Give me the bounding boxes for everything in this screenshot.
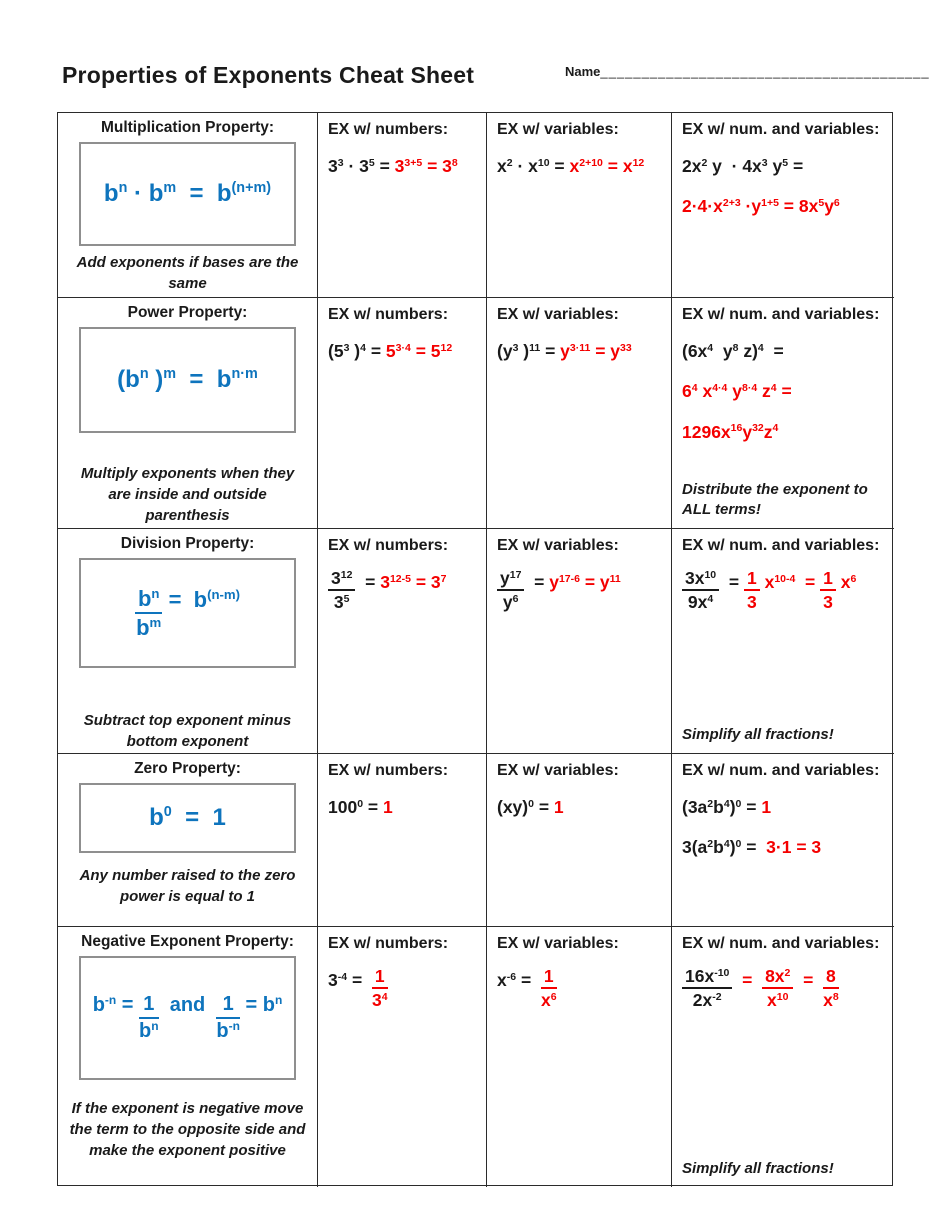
example-equation bbox=[682, 153, 884, 179]
formula-box bbox=[79, 558, 296, 668]
ex-num-vars-cell bbox=[672, 529, 894, 754]
math-text: $100^0$ = bbox=[328, 797, 383, 817]
fraction-denominator: 3 bbox=[746, 592, 757, 613]
example-result bbox=[682, 193, 884, 219]
ex-numbers-cell bbox=[318, 754, 487, 927]
math-text: = bbox=[524, 572, 550, 592]
property-title: Negative Exponent Property: bbox=[81, 933, 294, 950]
math-text: $3^{-4}$ = bbox=[328, 970, 372, 990]
ex-numbers-cell bbox=[318, 529, 487, 754]
ex-variables-cell bbox=[487, 298, 672, 529]
math-result: $y^{17-6} = y^{11}$ bbox=[549, 572, 621, 592]
math-text: ($6x^4$ $y^8$ z)$^4$ = bbox=[682, 341, 784, 361]
ex-num-vars-label: EX w/ num. and variables: bbox=[682, 306, 880, 323]
zero-property-cell bbox=[58, 754, 318, 927]
fraction-denominator: $9x^4$ bbox=[687, 592, 714, 613]
property-formula bbox=[135, 587, 240, 639]
fraction-numerator: $y^{17}$ bbox=[497, 569, 524, 591]
fraction bbox=[682, 967, 732, 1010]
negative-exponent-property-cell bbox=[58, 927, 318, 1187]
math-result: 1 bbox=[553, 797, 564, 817]
math-result: $3^{3+5} = 3^8$ bbox=[394, 156, 458, 176]
example-equation bbox=[328, 569, 476, 612]
math-text: = bbox=[793, 970, 824, 990]
fraction-denominator: $x^8$ bbox=[823, 990, 839, 1011]
ex-num-vars-cell bbox=[672, 113, 894, 298]
ex-numbers-label: EX w/ numbers: bbox=[328, 306, 449, 323]
math-text: $b^{-n}$ = bbox=[92, 992, 140, 1016]
example-equation bbox=[328, 967, 476, 1010]
ex-variables-label: EX w/ variables: bbox=[497, 306, 619, 323]
example-equation bbox=[328, 153, 476, 179]
ex-numbers-label: EX w/ numbers: bbox=[328, 121, 449, 138]
fraction bbox=[497, 569, 524, 612]
math-text: and bbox=[158, 994, 217, 1016]
cell-note: Distribute the exponent to ALL terms! bbox=[682, 480, 868, 518]
property-note: Subtract top exponent minus bottom exponent bbox=[83, 712, 292, 750]
fraction bbox=[762, 967, 793, 1010]
formula-box bbox=[79, 783, 296, 853]
math-result: $6^4$ $x^{4\cdot 4}$ $y^{8\cdot 4}$ $z^4$ = bbox=[682, 381, 792, 402]
fraction-denominator: 3 bbox=[823, 592, 833, 613]
fraction bbox=[328, 569, 355, 612]
formula-box bbox=[79, 956, 296, 1080]
math-text: $x^2 \cdot x^{10}$ = bbox=[497, 156, 570, 176]
math-result: $3^{12-5} = 3^7$ bbox=[380, 572, 447, 592]
fraction-numerator: 8 bbox=[823, 967, 839, 989]
property-formula: $b^0 = 1$ bbox=[149, 804, 226, 831]
fraction-numerator: $8x^2$ bbox=[762, 967, 793, 989]
example-equation bbox=[328, 794, 476, 820]
ex-numbers-cell bbox=[318, 927, 487, 1187]
math-text: $x^{-6}$ = bbox=[497, 970, 541, 990]
example-equation bbox=[497, 338, 661, 364]
example-equation bbox=[682, 834, 884, 860]
property-title: Multiplication Property: bbox=[100, 119, 275, 136]
fraction-numerator: 1 bbox=[744, 569, 760, 591]
properties-table bbox=[57, 112, 893, 1186]
fraction bbox=[135, 587, 163, 639]
ex-numbers-label: EX w/ numbers: bbox=[328, 935, 449, 952]
power-property-cell bbox=[58, 298, 318, 529]
ex-variables-label: EX w/ variables: bbox=[497, 762, 619, 779]
fraction-denominator: $y^6$ bbox=[502, 592, 519, 613]
example-equation bbox=[328, 338, 476, 364]
property-title: Power Property: bbox=[127, 304, 248, 321]
math-result: $x^6$ bbox=[835, 572, 857, 592]
ex-num-vars-cell bbox=[672, 927, 894, 1187]
cell-note: Simplify all fractions! bbox=[682, 1159, 834, 1177]
fraction-denominator: $2x^{-2}$ bbox=[692, 990, 722, 1011]
math-text: = $b^n$ bbox=[239, 992, 283, 1016]
math-text: $3(a^2b^4)^0$ = bbox=[682, 837, 767, 858]
fraction bbox=[823, 967, 839, 1010]
math-result: $x^{2+10} = x^{12}$ bbox=[569, 156, 645, 176]
division-property-cell bbox=[58, 529, 318, 754]
example-equation bbox=[497, 967, 661, 1010]
fraction-denominator: $b^m$ bbox=[136, 615, 162, 640]
fraction-numerator: $3^{12}$ bbox=[328, 569, 355, 591]
multiplication-property-cell bbox=[58, 113, 318, 298]
math-text: = bbox=[732, 970, 763, 990]
property-note: Multiply exponents when they are inside and outside parenthesis bbox=[80, 465, 295, 524]
property-title: Division Property: bbox=[120, 535, 255, 552]
formula-box bbox=[79, 142, 296, 246]
ex-variables-cell bbox=[487, 754, 672, 927]
math-result: 1 bbox=[383, 797, 393, 817]
ex-variables-label: EX w/ variables: bbox=[497, 121, 619, 138]
ex-num-vars-cell bbox=[672, 298, 894, 529]
example-equation bbox=[497, 153, 661, 179]
property-formula: ($b^n$ )$^m = b^{n\cdot m}$ bbox=[117, 366, 258, 393]
example-equation bbox=[682, 794, 884, 820]
ex-variables-label: EX w/ variables: bbox=[497, 935, 619, 952]
fraction bbox=[216, 994, 240, 1042]
property-formula: $b^n \cdot b^m = b^{(n+m)}$ bbox=[103, 180, 272, 207]
fraction bbox=[744, 569, 760, 612]
property-title: Zero Property: bbox=[134, 760, 241, 777]
math-result: $1296x^{16}y^{32}z^4$ bbox=[682, 421, 779, 442]
math-text: $(3a^2b^4)^0$ = bbox=[682, 797, 762, 817]
example-equation bbox=[682, 338, 884, 364]
ex-variables-cell bbox=[487, 529, 672, 754]
example-step bbox=[682, 378, 884, 404]
math-text: = bbox=[355, 572, 381, 592]
fraction bbox=[139, 994, 159, 1042]
math-text: ($5^3$ )$^4$ = bbox=[328, 341, 386, 361]
math-text: = bbox=[719, 572, 744, 592]
fraction-denominator: $x^{10}$ bbox=[767, 990, 789, 1011]
name-label: Name bbox=[565, 64, 601, 79]
fraction-numerator: $16x^{-10}$ bbox=[682, 967, 732, 989]
math-result: $5^{3\cdot 4} = 5^{12}$ bbox=[385, 341, 453, 361]
page-title: Properties of Exponents Cheat Sheet bbox=[62, 62, 475, 88]
example-equation bbox=[497, 569, 661, 612]
example-equation bbox=[497, 794, 661, 820]
math-text: (xy)$^0$ = bbox=[497, 797, 554, 817]
ex-numbers-label: EX w/ numbers: bbox=[328, 762, 449, 779]
example-equation bbox=[682, 967, 884, 1010]
fraction-numerator: $3x^{10}$ bbox=[682, 569, 719, 591]
property-note: Any number raised to the zero power is equal to 1 bbox=[79, 867, 296, 905]
math-result: 1 bbox=[761, 797, 772, 817]
fraction-numerator: 1 bbox=[139, 994, 159, 1019]
cell-note: Simplify all fractions! bbox=[682, 725, 834, 743]
fraction-denominator: $3^4$ bbox=[371, 990, 388, 1011]
fraction-denominator: $x^6$ bbox=[540, 990, 557, 1011]
fraction-numerator: $b^n$ bbox=[135, 587, 163, 614]
ex-numbers-cell bbox=[318, 298, 487, 529]
name-blank-line: ________________________________________ bbox=[600, 64, 930, 79]
ex-num-vars-label: EX w/ num. and variables: bbox=[682, 762, 880, 779]
math-text: $x^{10-4}$ = bbox=[759, 572, 821, 592]
example-equation bbox=[682, 569, 884, 612]
ex-numbers-cell bbox=[318, 113, 487, 298]
fraction-numerator: 1 bbox=[216, 994, 240, 1019]
ex-variables-cell bbox=[487, 927, 672, 1187]
math-text: = $b^{(n-m)}$ bbox=[162, 586, 241, 612]
math-text: ($y^3$ )$^{11}$ = bbox=[497, 341, 561, 361]
fraction-numerator: 1 bbox=[820, 569, 836, 591]
property-note: If the exponent is negative move the term to the opposite side and make the exponent positive bbox=[69, 1100, 306, 1159]
math-text: $3^3 \cdot 3^5$ = bbox=[328, 156, 395, 176]
fraction bbox=[372, 967, 388, 1010]
ex-numbers-label: EX w/ numbers: bbox=[328, 537, 449, 554]
fraction-numerator: 1 bbox=[372, 967, 388, 989]
math-result: $y^{3\cdot 11} = y^{33}$ bbox=[560, 341, 632, 361]
fraction-denominator: $b^{-n}$ bbox=[216, 1018, 240, 1042]
property-note: Add exponents if bases are the same bbox=[76, 254, 299, 292]
fraction bbox=[682, 569, 719, 612]
fraction bbox=[820, 569, 836, 612]
ex-variables-label: EX w/ variables: bbox=[497, 537, 619, 554]
property-formula bbox=[93, 994, 283, 1042]
name-field bbox=[565, 64, 930, 79]
ex-num-vars-label: EX w/ num. and variables: bbox=[682, 537, 880, 554]
math-result: $2\cdot 4\cdot x^{2+3} \cdot y^{1+5} = 8x^5y^6$ bbox=[682, 196, 840, 217]
ex-num-vars-cell bbox=[672, 754, 894, 927]
fraction-denominator: $b^n$ bbox=[139, 1018, 159, 1042]
ex-num-vars-label: EX w/ num. and variables: bbox=[682, 935, 880, 952]
ex-num-vars-label: EX w/ num. and variables: bbox=[682, 121, 880, 138]
math-result: 3·1 = 3 bbox=[766, 837, 822, 858]
math-text: $2x^2$ $y \cdot 4x^3$ $y^5$ = bbox=[682, 156, 804, 176]
example-result bbox=[682, 419, 884, 445]
fraction-denominator: $3^5$ bbox=[333, 592, 350, 613]
fraction-numerator: 1 bbox=[541, 967, 557, 989]
fraction bbox=[541, 967, 557, 1010]
formula-box bbox=[79, 327, 296, 433]
ex-variables-cell bbox=[487, 113, 672, 298]
